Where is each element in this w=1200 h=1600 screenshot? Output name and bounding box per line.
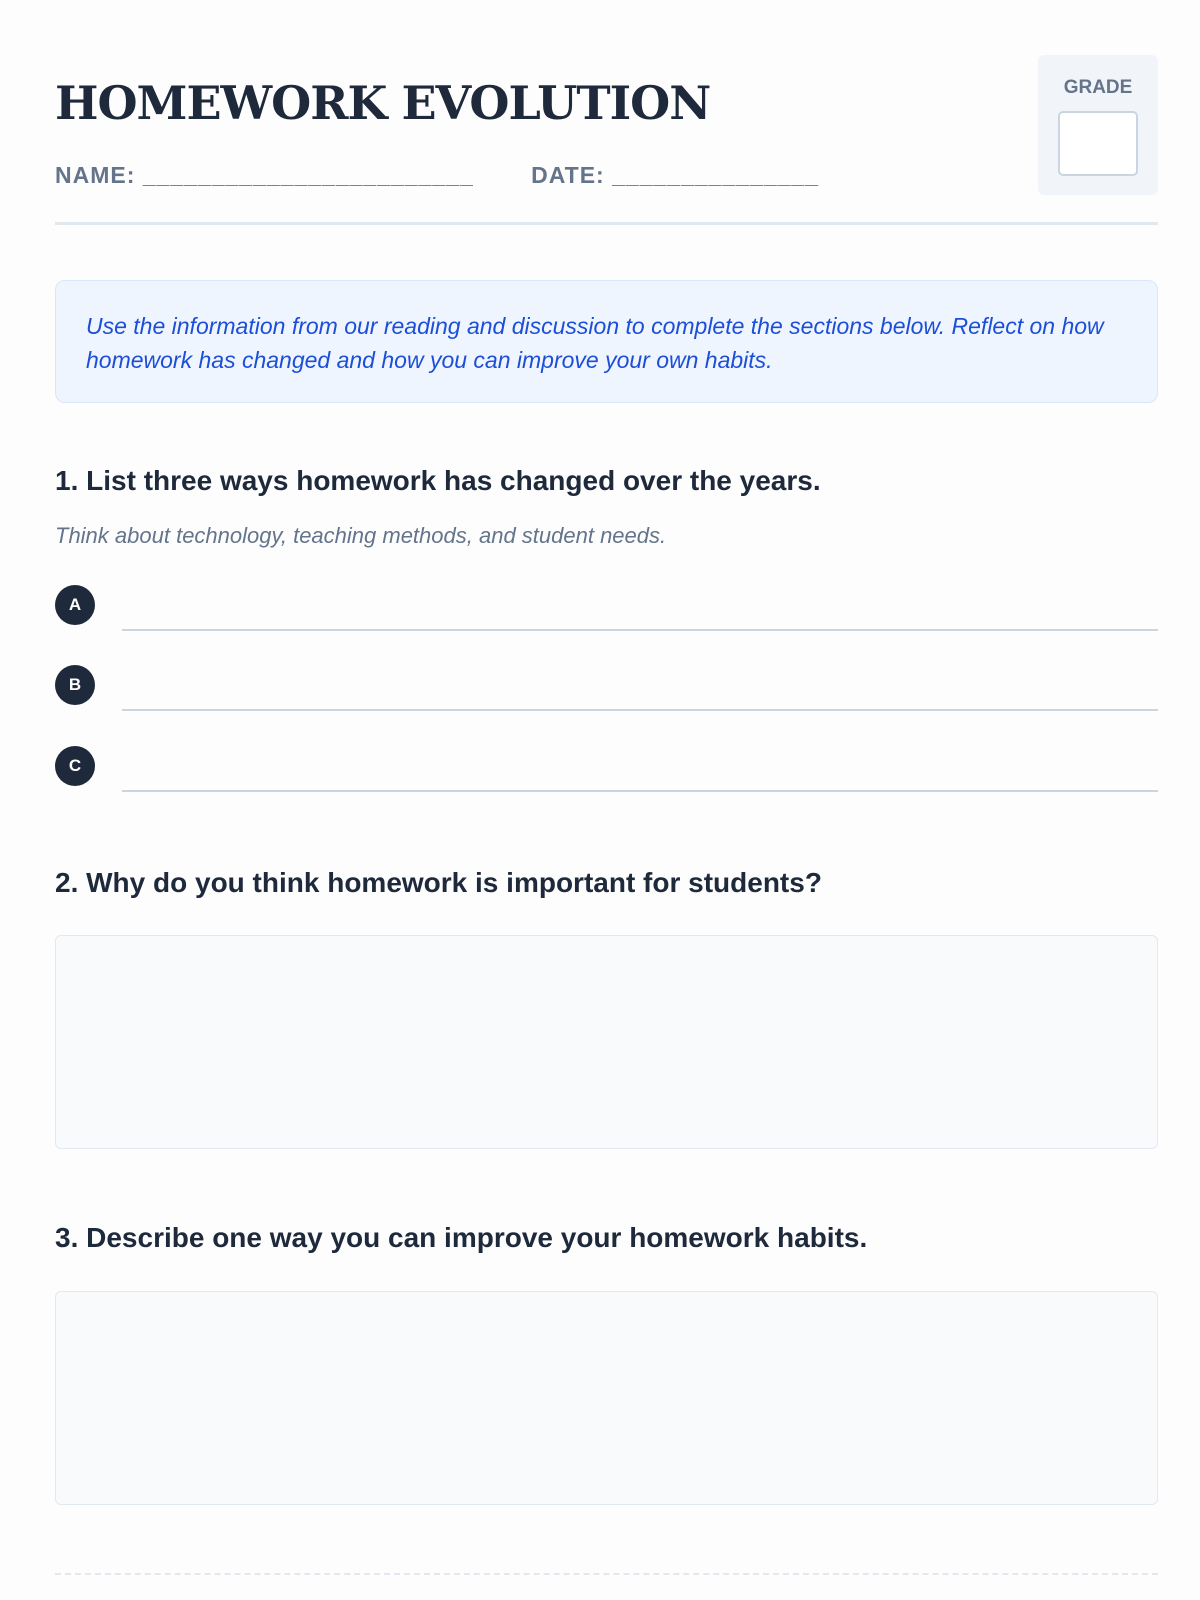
header-divider	[55, 222, 1158, 225]
answer-row-b	[55, 665, 1158, 715]
answer-line-a[interactable]	[122, 629, 1158, 631]
grade-input[interactable]	[1058, 111, 1138, 176]
footer-divider	[55, 1573, 1158, 1575]
date-field[interactable]: DATE: _______________	[531, 162, 819, 188]
question-1-hint: Think about technology, teaching methods, and student needs.	[55, 523, 667, 548]
question-3-title: 3. Describe one way you can improve your homework habits.	[55, 1222, 868, 1253]
answer-line-b[interactable]	[122, 709, 1158, 711]
answer-line-c[interactable]	[122, 790, 1158, 792]
option-bubble-a: A	[55, 585, 95, 625]
instructions-callout: Use the information from our reading and discussion to complete the sections below. Reflect on how homework has changed and how you can improve your own habits.	[55, 280, 1158, 403]
question-1-title: 1. List three ways homework has changed over the years.	[55, 465, 821, 496]
name-field[interactable]: NAME: ________________________	[55, 162, 474, 188]
grade-label: GRADE	[1063, 77, 1133, 98]
question-2-answer-box[interactable]	[55, 935, 1158, 1149]
option-bubble-c: C	[55, 746, 95, 786]
answer-row-a	[55, 585, 1158, 635]
answer-row-c	[55, 746, 1158, 796]
option-bubble-b: B	[55, 665, 95, 705]
question-2-title: 2. Why do you think homework is important for students?	[55, 867, 822, 898]
grade-box	[1038, 55, 1158, 195]
question-3-answer-box[interactable]	[55, 1291, 1158, 1505]
student-info-row	[55, 162, 819, 189]
page-title: HOMEWORK EVOLUTION	[55, 76, 711, 130]
